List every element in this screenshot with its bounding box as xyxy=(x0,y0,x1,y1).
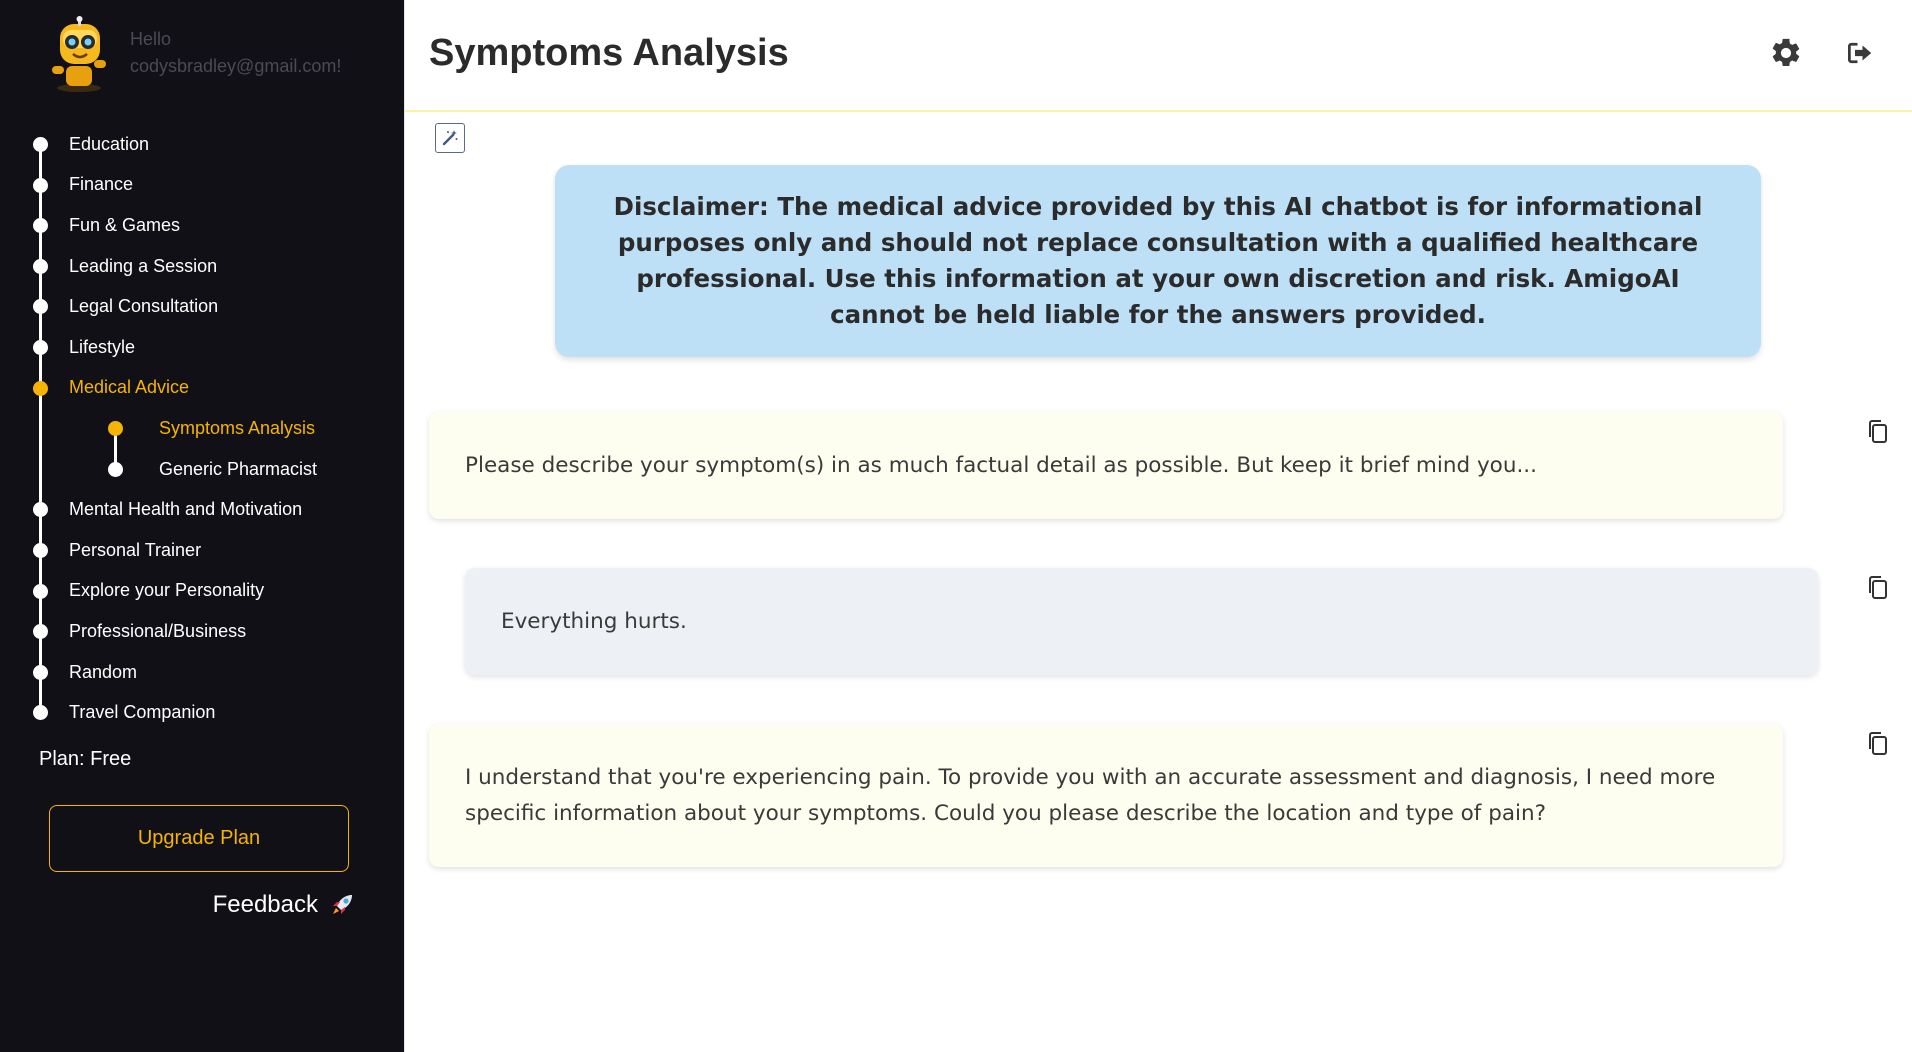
page-header xyxy=(405,0,1912,112)
sidebar-item-medical-advice[interactable] xyxy=(30,368,390,409)
sidebar-item-random[interactable] xyxy=(30,652,390,693)
nav-dot xyxy=(33,259,48,274)
user-greeting xyxy=(130,26,341,80)
sidebar-subitem-label: Symptoms Analysis xyxy=(159,417,316,438)
nav-dot xyxy=(33,705,48,720)
sidebar-item-label: Professional/Business xyxy=(69,620,247,641)
sidebar-item-label: Travel Companion xyxy=(69,702,216,723)
sidebar-item-fun-games[interactable] xyxy=(30,205,390,246)
nav-dot xyxy=(33,584,48,599)
sidebar-item-finance[interactable] xyxy=(30,165,390,206)
page-title: Symptoms Analysis xyxy=(429,32,789,74)
sidebar-item-explore-personality[interactable] xyxy=(30,571,390,612)
user-email: codysbradley@gmail.com! xyxy=(130,56,342,76)
sidebar-item-legal-consultation[interactable] xyxy=(30,286,390,327)
sidebar-item-education[interactable] xyxy=(30,124,390,165)
chat-message-user xyxy=(465,568,1818,675)
copy-icon[interactable] xyxy=(1865,730,1891,758)
copy-icon[interactable] xyxy=(1865,574,1891,602)
sidebar-item-label: Finance xyxy=(69,174,134,195)
sidebar-subitem-label: Generic Pharmacist xyxy=(159,458,318,479)
nav-dot xyxy=(33,218,48,233)
message-text: Everything hurts. xyxy=(501,608,687,634)
message-text: Please describe your symptom(s) in as much factual detail as possible. But keep it brief mind you... xyxy=(465,452,1537,478)
subnav-dot-active xyxy=(108,421,123,436)
sidebar-item-label: Education xyxy=(69,133,150,154)
user-profile xyxy=(40,16,341,94)
sidebar-item-professional-business[interactable] xyxy=(30,611,390,652)
category-nav xyxy=(30,124,390,733)
sidebar-item-personal-trainer[interactable] xyxy=(30,530,390,571)
magic-wand-icon[interactable] xyxy=(435,123,465,153)
sidebar-item-leading-session[interactable] xyxy=(30,246,390,287)
main-content xyxy=(404,0,1912,1052)
nav-dot xyxy=(33,178,48,193)
nav-dot xyxy=(33,624,48,639)
robot-avatar-icon xyxy=(40,16,118,94)
subnav-dot xyxy=(108,462,123,477)
disclaimer-banner xyxy=(555,165,1761,357)
sidebar-item-label: Mental Health and Motivation xyxy=(69,499,303,520)
sidebar-subitem-symptoms-analysis[interactable] xyxy=(78,408,390,449)
nav-dot xyxy=(33,665,48,680)
chat-message-assistant xyxy=(429,412,1783,519)
nav-dot xyxy=(33,543,48,558)
sidebar-item-label: Legal Consultation xyxy=(69,296,219,317)
upgrade-plan-button[interactable]: Upgrade Plan xyxy=(49,805,349,872)
sidebar-item-label: Personal Trainer xyxy=(69,539,202,560)
copy-icon[interactable] xyxy=(1865,418,1891,446)
gear-icon[interactable] xyxy=(1769,36,1803,70)
nav-dot xyxy=(33,137,48,152)
nav-dot-active xyxy=(33,381,48,396)
feedback-link[interactable] xyxy=(213,891,356,919)
sidebar-item-label: Explore your Personality xyxy=(69,580,265,601)
sidebar-item-label: Medical Advice xyxy=(69,377,190,398)
sidebar xyxy=(0,0,404,1052)
disclaimer-text: Disclaimer: The medical advice provided by this AI chatbot is for informational purposes only and should not replace consultation with a qualified healthcare professional. Use this information at your own discretion and risk. AmigoAI cannot be held liable for the answers provided. xyxy=(613,192,1703,329)
sidebar-item-label: Lifestyle xyxy=(69,336,136,357)
chat-message-assistant xyxy=(429,724,1783,867)
feedback-label: Feedback xyxy=(212,891,318,918)
nav-dot xyxy=(33,299,48,314)
rocket-icon xyxy=(328,891,356,919)
sidebar-item-mental-health[interactable] xyxy=(30,489,390,530)
plan-label: Plan: Free xyxy=(39,748,132,770)
logout-icon[interactable] xyxy=(1845,38,1875,68)
sidebar-item-label: Fun & Games xyxy=(69,214,181,235)
message-text: I understand that you're experiencing pain. To provide you with an accurate assessment and diagnosis, I need more specific information about your symptoms. Could you please describe the location and type of pain? xyxy=(465,764,1716,826)
sidebar-item-label: Leading a Session xyxy=(69,255,218,276)
sidebar-item-label: Random xyxy=(69,661,138,682)
greeting-line: Hello xyxy=(130,29,172,49)
medical-advice-subnav xyxy=(78,408,390,489)
sidebar-item-travel-companion[interactable] xyxy=(30,692,390,733)
sidebar-item-lifestyle[interactable] xyxy=(30,327,390,368)
sidebar-subitem-generic-pharmacist[interactable] xyxy=(78,449,390,490)
nav-dot xyxy=(33,340,48,355)
nav-dot xyxy=(33,502,48,517)
